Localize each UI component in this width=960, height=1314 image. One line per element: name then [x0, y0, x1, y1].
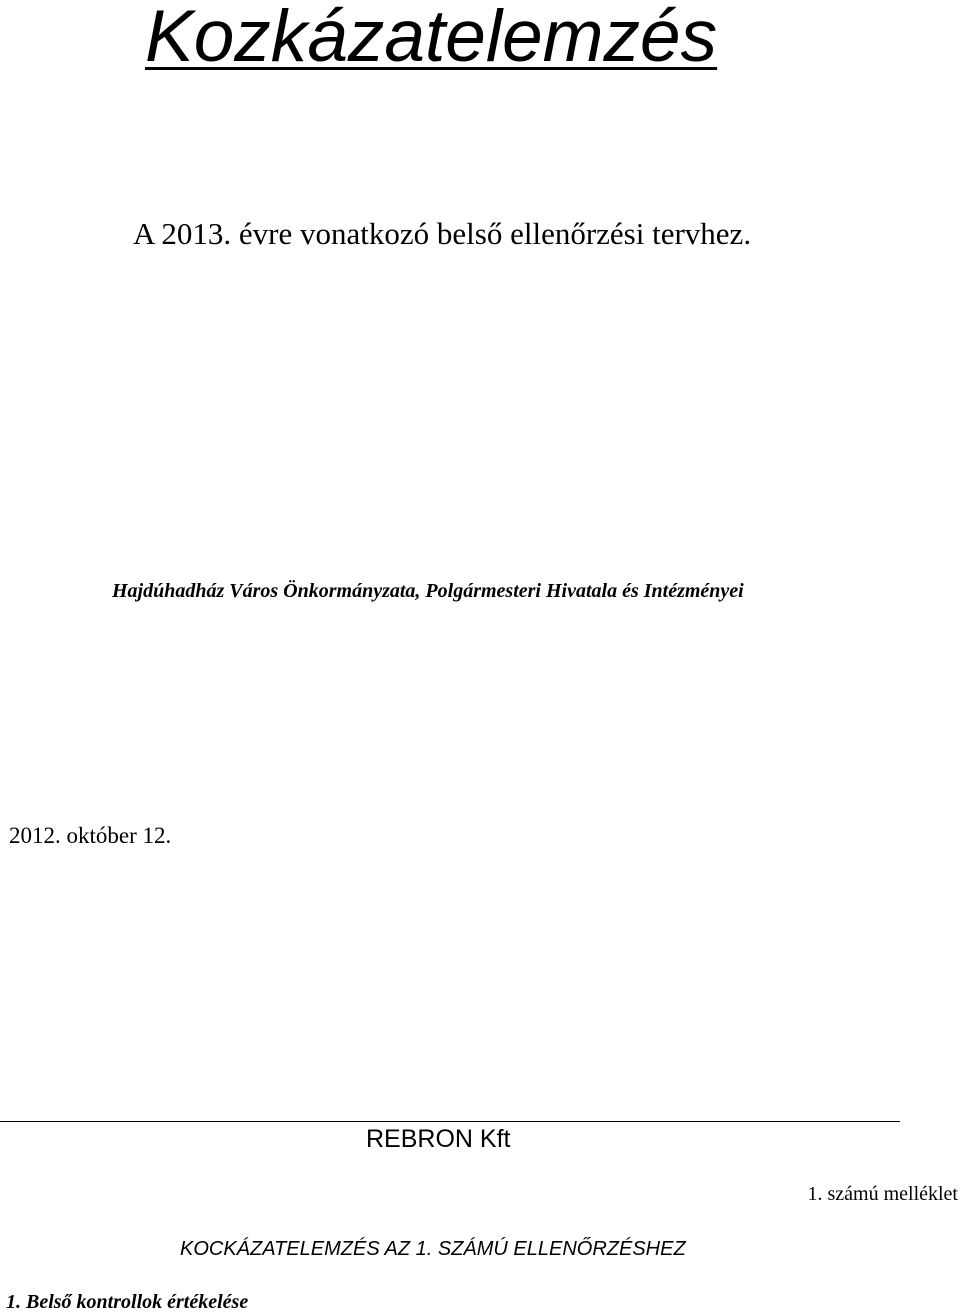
document-date: 2012. október 12. [9, 823, 172, 848]
annex-label: 1. számú melléklet [807, 1183, 958, 1205]
subsection-heading: 1. Belső kontrollok értékelése [6, 1291, 249, 1313]
document-title: Kozkázatelemzés [145, 0, 718, 77]
document-subtitle: A 2013. évre vonatkozó belső ellenőrzési tervhez. [133, 216, 752, 251]
section-heading: KOCKÁZATELEMZÉS AZ 1. SZÁMÚ ELLENŐRZÉSHEZ [180, 1238, 686, 1260]
company-name: REBRON Kft [366, 1125, 511, 1153]
page-header-rule [0, 1121, 900, 1122]
organization-name: Hajdúhadház Város Önkormányzata, Polgármesteri Hivatala és Intézményei [112, 580, 744, 602]
